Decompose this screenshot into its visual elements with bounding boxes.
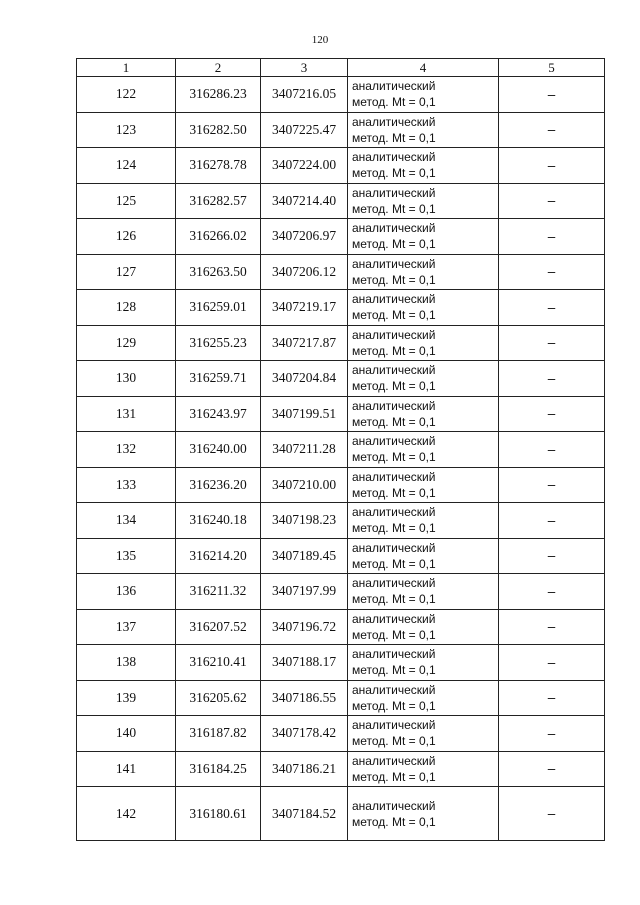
point-number-cell: 138 xyxy=(77,645,176,681)
note-cell: – xyxy=(499,396,605,432)
method-cell xyxy=(348,148,499,184)
method-cell xyxy=(348,77,499,113)
note-cell: – xyxy=(499,503,605,539)
note-cell: – xyxy=(499,538,605,574)
note-cell: – xyxy=(499,112,605,148)
point-number-cell: 135 xyxy=(77,538,176,574)
coordinates-table xyxy=(76,58,605,841)
table-row xyxy=(77,290,605,326)
note-cell: – xyxy=(499,680,605,716)
note-cell: – xyxy=(499,574,605,610)
x-coordinate-cell: 316255.23 xyxy=(176,325,261,361)
method-line-2: метод. Mt = 0,1 xyxy=(352,592,436,607)
x-coordinate-cell: 316180.61 xyxy=(176,787,261,841)
y-coordinate-cell: 3407196.72 xyxy=(261,609,348,645)
method-cell xyxy=(348,680,499,716)
method-cell xyxy=(348,290,499,326)
table-row xyxy=(77,432,605,468)
y-coordinate-cell: 3407204.84 xyxy=(261,361,348,397)
method-line-1: аналитический xyxy=(352,292,436,307)
note-cell: – xyxy=(499,751,605,787)
method-line-2: метод. Mt = 0,1 xyxy=(352,201,436,216)
page-number: 120 xyxy=(311,34,329,46)
table-row xyxy=(77,787,605,841)
method-cell xyxy=(348,254,499,290)
method-line-1: аналитический xyxy=(352,434,436,449)
x-coordinate-cell: 316205.62 xyxy=(176,680,261,716)
point-number-cell: 141 xyxy=(77,751,176,787)
point-number-cell: 142 xyxy=(77,787,176,841)
x-coordinate-cell: 316282.57 xyxy=(176,183,261,219)
method-cell xyxy=(348,325,499,361)
y-coordinate-cell: 3407184.52 xyxy=(261,787,348,841)
table-row xyxy=(77,183,605,219)
table-row xyxy=(77,112,605,148)
method-line-1: аналитический xyxy=(352,150,436,165)
method-line-2: метод. Mt = 0,1 xyxy=(352,521,436,536)
y-coordinate-cell: 3407178.42 xyxy=(261,716,348,752)
point-number-cell: 131 xyxy=(77,396,176,432)
x-coordinate-cell: 316207.52 xyxy=(176,609,261,645)
method-line-2: метод. Mt = 0,1 xyxy=(352,237,436,252)
method-line-1: аналитический xyxy=(352,682,436,697)
method-line-2: метод. Mt = 0,1 xyxy=(352,734,436,749)
header-cell-1: 1 xyxy=(77,59,176,77)
note-cell: – xyxy=(499,716,605,752)
y-coordinate-cell: 3407188.17 xyxy=(261,645,348,681)
note-cell: – xyxy=(499,361,605,397)
method-line-1: аналитический xyxy=(352,256,436,271)
x-coordinate-cell: 316187.82 xyxy=(176,716,261,752)
note-cell: – xyxy=(499,609,605,645)
point-number-cell: 139 xyxy=(77,680,176,716)
point-number-cell: 124 xyxy=(77,148,176,184)
y-coordinate-cell: 3407219.17 xyxy=(261,290,348,326)
note-cell: – xyxy=(499,183,605,219)
note-cell: – xyxy=(499,290,605,326)
method-line-1: аналитический xyxy=(352,647,436,662)
table-row xyxy=(77,751,605,787)
method-cell xyxy=(348,503,499,539)
y-coordinate-cell: 3407206.97 xyxy=(261,219,348,255)
method-line-1: аналитический xyxy=(352,221,436,236)
y-coordinate-cell: 3407210.00 xyxy=(261,467,348,503)
method-line-1: аналитический xyxy=(352,185,436,200)
point-number-cell: 130 xyxy=(77,361,176,397)
header-cell-5: 5 xyxy=(499,59,605,77)
point-number-cell: 125 xyxy=(77,183,176,219)
note-cell: – xyxy=(499,787,605,841)
table-row xyxy=(77,680,605,716)
y-coordinate-cell: 3407216.05 xyxy=(261,77,348,113)
method-line-1: аналитический xyxy=(352,398,436,413)
method-cell xyxy=(348,219,499,255)
table-row xyxy=(77,148,605,184)
point-number-cell: 140 xyxy=(77,716,176,752)
x-coordinate-cell: 316259.71 xyxy=(176,361,261,397)
header-cell-4: 4 xyxy=(348,59,499,77)
method-line-2: метод. Mt = 0,1 xyxy=(352,130,436,145)
y-coordinate-cell: 3407198.23 xyxy=(261,503,348,539)
method-line-2: метод. Mt = 0,1 xyxy=(352,663,436,678)
x-coordinate-cell: 316243.97 xyxy=(176,396,261,432)
point-number-cell: 123 xyxy=(77,112,176,148)
note-cell: – xyxy=(499,77,605,113)
point-number-cell: 132 xyxy=(77,432,176,468)
table-row xyxy=(77,361,605,397)
x-coordinate-cell: 316236.20 xyxy=(176,467,261,503)
method-cell xyxy=(348,751,499,787)
y-coordinate-cell: 3407199.51 xyxy=(261,396,348,432)
method-cell xyxy=(348,538,499,574)
method-line-1: аналитический xyxy=(352,505,436,520)
table-body xyxy=(77,77,605,841)
note-cell: – xyxy=(499,432,605,468)
table-row xyxy=(77,467,605,503)
method-line-2: метод. Mt = 0,1 xyxy=(352,769,436,784)
method-line-2: метод. Mt = 0,1 xyxy=(352,308,436,323)
point-number-cell: 126 xyxy=(77,219,176,255)
x-coordinate-cell: 316263.50 xyxy=(176,254,261,290)
method-line-1: аналитический xyxy=(352,718,436,733)
note-cell: – xyxy=(499,467,605,503)
method-line-2: метод. Mt = 0,1 xyxy=(352,627,436,642)
point-number-cell: 133 xyxy=(77,467,176,503)
method-line-1: аналитический xyxy=(352,363,436,378)
y-coordinate-cell: 3407197.99 xyxy=(261,574,348,610)
x-coordinate-cell: 316210.41 xyxy=(176,645,261,681)
method-line-1: аналитический xyxy=(352,469,436,484)
method-line-1: аналитический xyxy=(352,576,436,591)
method-cell xyxy=(348,112,499,148)
method-line-1: аналитический xyxy=(352,798,436,813)
method-cell xyxy=(348,787,499,841)
table-row xyxy=(77,645,605,681)
method-line-1: аналитический xyxy=(352,753,436,768)
method-line-2: метод. Mt = 0,1 xyxy=(352,166,436,181)
note-cell: – xyxy=(499,148,605,184)
table-row xyxy=(77,716,605,752)
point-number-cell: 127 xyxy=(77,254,176,290)
method-line-2: метод. Mt = 0,1 xyxy=(352,556,436,571)
method-line-2: метод. Mt = 0,1 xyxy=(352,379,436,394)
x-coordinate-cell: 316278.78 xyxy=(176,148,261,184)
table-header-row xyxy=(77,59,605,77)
table-row xyxy=(77,219,605,255)
table-row xyxy=(77,325,605,361)
method-line-1: аналитический xyxy=(352,540,436,555)
x-coordinate-cell: 316214.20 xyxy=(176,538,261,574)
method-line-1: аналитический xyxy=(352,611,436,626)
header-cell-3: 3 xyxy=(261,59,348,77)
point-number-cell: 128 xyxy=(77,290,176,326)
y-coordinate-cell: 3407206.12 xyxy=(261,254,348,290)
method-cell xyxy=(348,574,499,610)
y-coordinate-cell: 3407186.55 xyxy=(261,680,348,716)
table-row xyxy=(77,538,605,574)
table-row xyxy=(77,396,605,432)
table-row xyxy=(77,254,605,290)
method-line-2: метод. Mt = 0,1 xyxy=(352,272,436,287)
x-coordinate-cell: 316259.01 xyxy=(176,290,261,326)
method-line-1: аналитический xyxy=(352,114,436,129)
y-coordinate-cell: 3407214.40 xyxy=(261,183,348,219)
point-number-cell: 134 xyxy=(77,503,176,539)
method-cell xyxy=(348,183,499,219)
note-cell: – xyxy=(499,254,605,290)
method-line-2: метод. Mt = 0,1 xyxy=(352,414,436,429)
point-number-cell: 137 xyxy=(77,609,176,645)
point-number-cell: 129 xyxy=(77,325,176,361)
method-line-2: метод. Mt = 0,1 xyxy=(352,814,436,829)
point-number-cell: 122 xyxy=(77,77,176,113)
note-cell: – xyxy=(499,645,605,681)
x-coordinate-cell: 316240.00 xyxy=(176,432,261,468)
method-cell xyxy=(348,716,499,752)
method-cell xyxy=(348,396,499,432)
method-line-1: аналитический xyxy=(352,327,436,342)
table-row xyxy=(77,574,605,610)
method-line-2: метод. Mt = 0,1 xyxy=(352,343,436,358)
method-cell xyxy=(348,609,499,645)
table-row xyxy=(77,77,605,113)
y-coordinate-cell: 3407217.87 xyxy=(261,325,348,361)
y-coordinate-cell: 3407224.00 xyxy=(261,148,348,184)
method-line-2: метод. Mt = 0,1 xyxy=(352,450,436,465)
y-coordinate-cell: 3407186.21 xyxy=(261,751,348,787)
method-line-2: метод. Mt = 0,1 xyxy=(352,698,436,713)
method-cell xyxy=(348,361,499,397)
y-coordinate-cell: 3407225.47 xyxy=(261,112,348,148)
x-coordinate-cell: 316211.32 xyxy=(176,574,261,610)
x-coordinate-cell: 316184.25 xyxy=(176,751,261,787)
method-line-2: метод. Mt = 0,1 xyxy=(352,95,436,110)
method-line-2: метод. Mt = 0,1 xyxy=(352,485,436,500)
x-coordinate-cell: 316266.02 xyxy=(176,219,261,255)
note-cell: – xyxy=(499,325,605,361)
x-coordinate-cell: 316282.50 xyxy=(176,112,261,148)
x-coordinate-cell: 316286.23 xyxy=(176,77,261,113)
y-coordinate-cell: 3407211.28 xyxy=(261,432,348,468)
method-line-1: аналитический xyxy=(352,79,436,94)
table-row xyxy=(77,503,605,539)
note-cell: – xyxy=(499,219,605,255)
point-number-cell: 136 xyxy=(77,574,176,610)
header-cell-2: 2 xyxy=(176,59,261,77)
method-cell xyxy=(348,645,499,681)
x-coordinate-cell: 316240.18 xyxy=(176,503,261,539)
y-coordinate-cell: 3407189.45 xyxy=(261,538,348,574)
method-cell xyxy=(348,432,499,468)
method-cell xyxy=(348,467,499,503)
table-row xyxy=(77,609,605,645)
